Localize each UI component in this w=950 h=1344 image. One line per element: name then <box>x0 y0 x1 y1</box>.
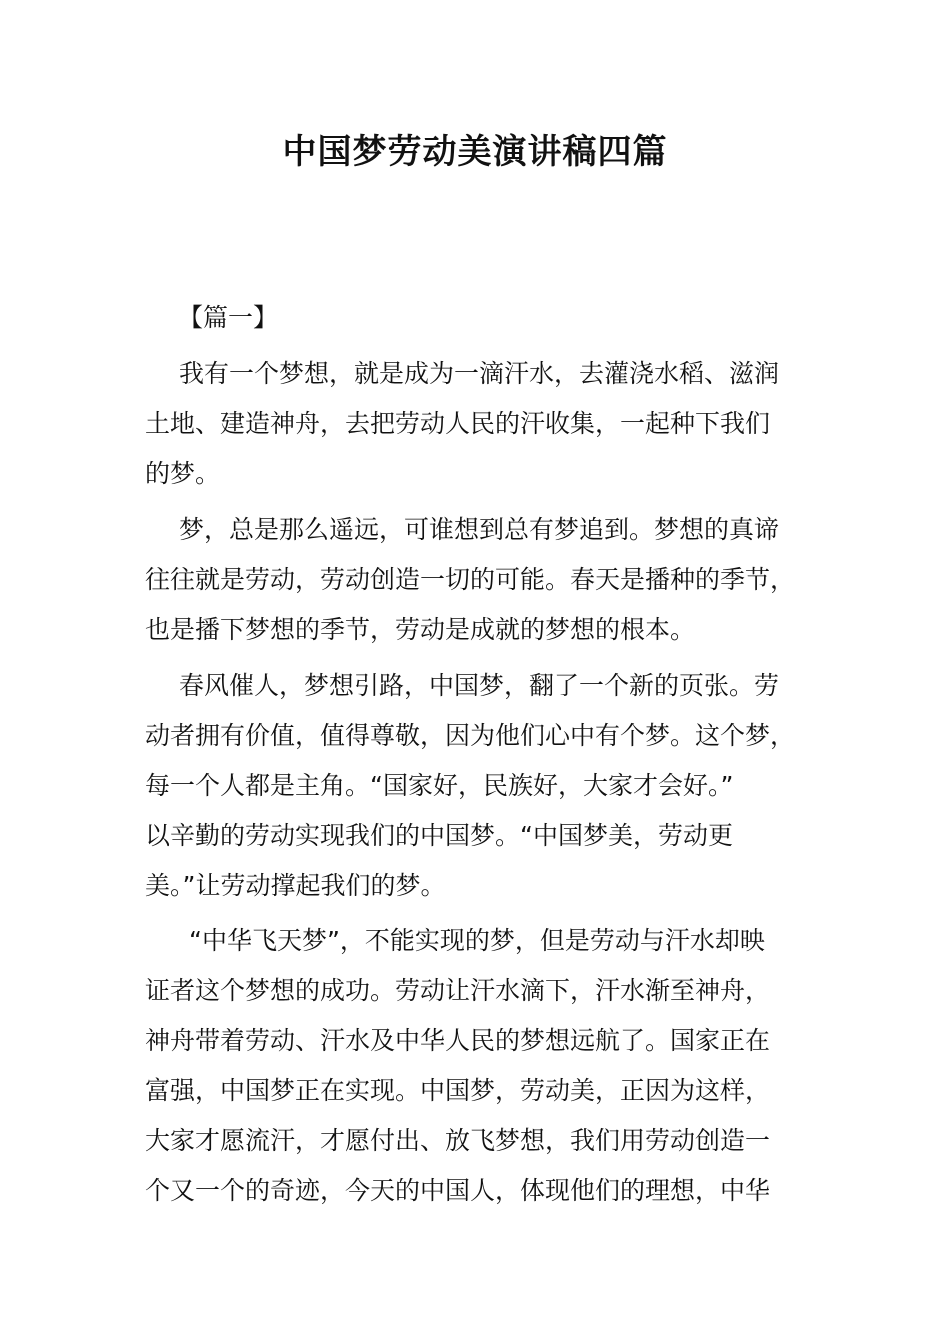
paragraph-line: 以辛勤的劳动实现我们的中国梦。“中国梦美，劳动更 <box>145 821 733 850</box>
document-title: 中国梦劳动美演讲稿四篇 <box>282 132 668 172</box>
paragraph-line: 神舟带着劳动、汗水及中华人民的梦想远航了。国家正在 <box>145 1026 771 1055</box>
paragraph-line: 证者这个梦想的成功。劳动让汗水滴下，汗水渐至神舟， <box>145 976 771 1005</box>
paragraph-line: 梦，总是那么遥远，可谁想到总有梦追到。梦想的真谛 <box>179 515 780 544</box>
paragraph-line: 也是播下梦想的季节，劳动是成就的梦想的根本。 <box>145 615 696 644</box>
paragraph-line: 土地、建造神舟，去把劳动人民的汗收集，一起种下我们 <box>145 409 771 438</box>
paragraph-line: 的梦。 <box>145 459 221 488</box>
paragraph-line: 美。”让劳动撑起我们的梦。 <box>145 871 446 900</box>
paragraph-line: 动者拥有价值，值得尊敬，因为他们心中有个梦。这个梦， <box>145 721 796 750</box>
paragraph-line: 往往就是劳动，劳动创造一切的可能。春天是播种的季节， <box>145 565 796 594</box>
section-heading: 【篇一】 <box>178 303 279 332</box>
paragraph-2 <box>145 505 795 655</box>
paragraph-4 <box>145 916 795 1216</box>
paragraph-1 <box>145 349 795 499</box>
paragraph-line: 富强，中国梦正在实现。中国梦，劳动美，正因为这样， <box>145 1076 771 1105</box>
paragraph-line: 个又一个的奇迹，今天的中国人，体现他们的理想，中华 <box>145 1176 771 1205</box>
paragraph-line: 我有一个梦想，就是成为一滴汗水，去灌浇水稻、滋润 <box>179 359 780 388</box>
paragraph-line: “中华飞天梦”，不能实现的梦，但是劳动与汗水却映 <box>189 926 765 955</box>
paragraph-3 <box>145 661 795 911</box>
paragraph-line: 每一个人都是主角。“国家好，民族好，大家才会好。” <box>145 771 734 800</box>
paragraph-line: 春风催人，梦想引路，中国梦，翻了一个新的页张。劳 <box>179 671 780 700</box>
paragraph-line: 大家才愿流汗，才愿付出、放飞梦想，我们用劳动创造一 <box>145 1126 771 1155</box>
